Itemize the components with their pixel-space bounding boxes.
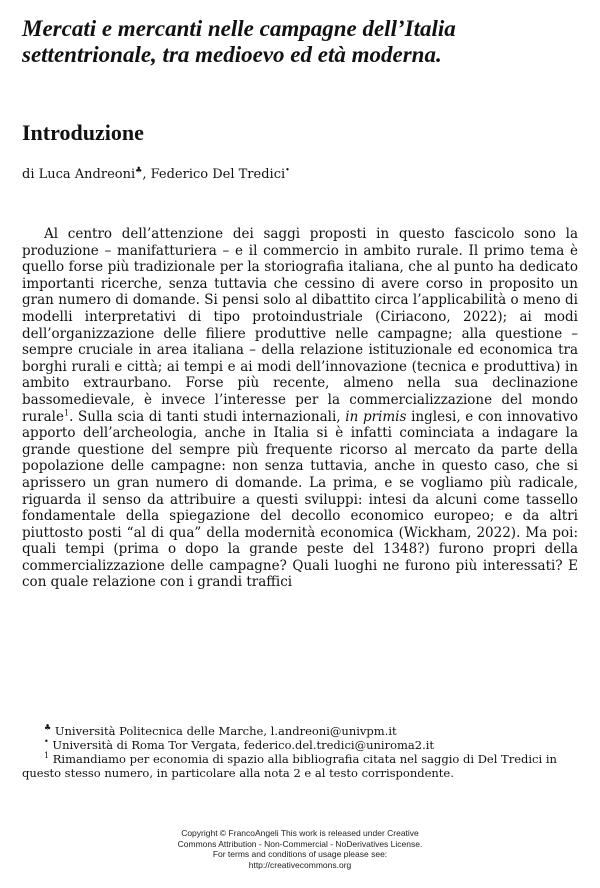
footnote-reference-1[interactable]: 1: [63, 408, 70, 418]
author-line: [22, 167, 290, 183]
footnote-text: Università Politecnica delle Marche, l.andreoni@univpm.it: [51, 724, 397, 738]
author-mark-1: ♣: [135, 165, 143, 175]
author-name-2: Federico Del Tredici: [150, 167, 286, 182]
author-prefix: di: [22, 167, 39, 182]
footnote-mark-club: ♣: [44, 723, 52, 733]
author-name-1: Luca Andreoni: [38, 167, 136, 182]
footnote-affiliation-2: [22, 738, 578, 752]
author-separator: ,: [142, 167, 151, 182]
copyright-notice: [120, 828, 480, 870]
series-title: Mercati e mercanti nelle campagne dell’Italia settentrionale, tra medioevo ed età moderna.: [22, 16, 456, 67]
copyright-line-1: Copyright © FrancoAngeli This work is released under Creative: [181, 828, 419, 838]
section-heading: Introduzione: [22, 120, 144, 145]
body-paragraph: [22, 226, 578, 591]
footnote-mark-bullet: •: [44, 737, 49, 747]
footnote-text: Università di Roma Tor Vergata, federico.del.tredici@uniroma2.it: [48, 738, 435, 752]
author-mark-2: •: [285, 165, 290, 175]
copyright-link[interactable]: http://creativecommons.org: [248, 859, 352, 870]
footnote-1: [22, 752, 578, 780]
body-text-part-3: inglesi, e con innovativo apporto dell’archeologia, anche in Italia si è infatti cominciata a indagare la grande questione del sempre più frequente ricorso al mercato da parte della popolazione delle campagne: non senza tuttavia, anche in questo caso, che si aprissero un gran numero di domande. La prima, e se vogliamo più radicale, riguarda il senso da attribuire a questi sviluppi: intesi da alcuni come tassello fondamentale della spiegazione del decollo economico europeo; e da altri piuttosto posti “al di qua” della modernità economica (Wickham, 2022). Ma poi: quali tempi (prima o dopo la grande peste del 1348?) furono propri della commercializzazione delle campagne? Quali luoghi ne furono più interessati? E con quale relazione con i grandi traffici: [22, 408, 579, 591]
footnote-affiliation-1: [22, 724, 578, 738]
copyright-line-3: For terms and conditions of usage please see:: [212, 849, 388, 859]
footnote-mark-1: 1: [44, 751, 50, 761]
footnotes: [22, 724, 578, 780]
body-text-part-1: Al centro dell’attenzione dei saggi proposti in questo fascicolo sono la produzione – manifatturiera – e il commercio in ambito rurale. Il primo tema è quello forse più tradizionale per la storiografia italiana, che al punto ha dedicato importanti ricerche, senza tuttavia che cessino di avere corso in proposito un gran numero di domande. Si pensi solo al dibattito circa l’applicabilità o meno di modelli interpretativi di tipo protoindustriale (Ciriacono, 2022); ai modi dell’organizzazione delle filiere produttive nelle campagne; alla questione – sempre cruciale in area italiana – della relazione istituzionale ed economica tra borghi rurali e città; ai tempi e ai modi dell’innovazione (tecnica e produttiva) in ambito extraurbano. Forse più recente, almeno nella sua declinazione bassomedievale, è invece l’interesse per la commercializzazione del mondo rurale: [22, 226, 578, 425]
footnote-text: Rimandiamo per economia di spazio alla bibliografia citata nel saggio di Del Tredici in questo stesso numero, in particolare alla nota 2 e al testo corrispondente.: [22, 752, 557, 780]
body-italic-phrase: in primis: [345, 408, 407, 425]
body-text-part-2: . Sulla scia di tanti studi internazionali,: [69, 408, 346, 425]
copyright-line-2: Commons Attribution - Non-Commercial - NoDerivatives License.: [177, 838, 423, 849]
